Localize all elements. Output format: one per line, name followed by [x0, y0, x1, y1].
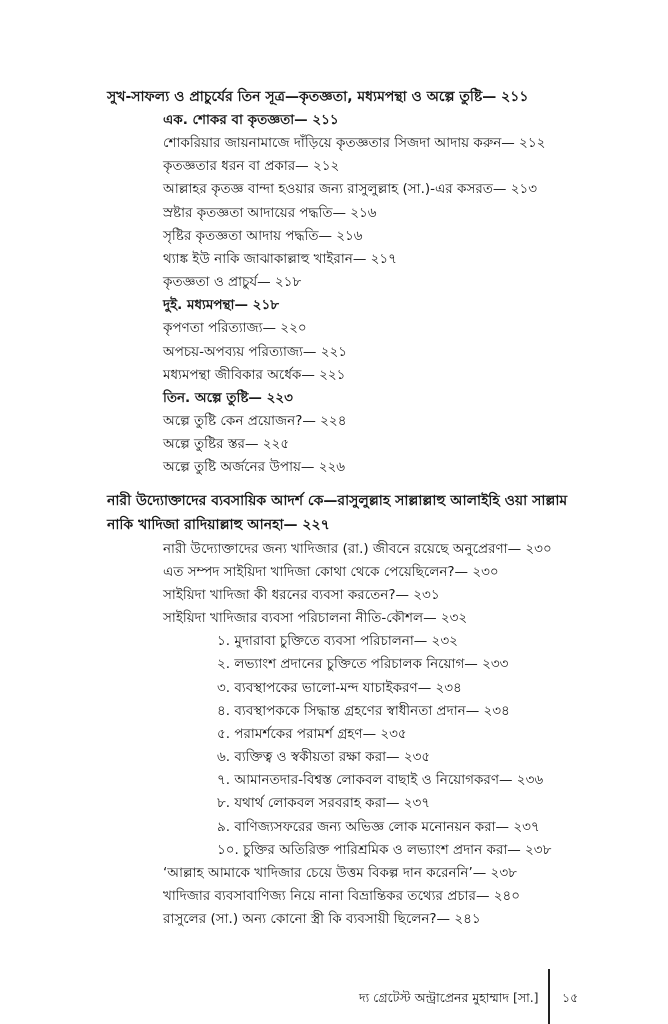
toc-entry: স্রষ্টার কৃতজ্ঞতা আদায়ের পদ্ধতি— ২১৬ — [163, 205, 377, 221]
toc-entry: অপচয়-অপব্যয় পরিত্যাজ্য— ২২১ — [163, 344, 348, 360]
toc-chapter-title-cont: নাকি খাদিজা রাদিয়াল্লাহু আনহা— ২২৭ — [107, 517, 330, 533]
toc-subentry: ৩. ব্যবস্থাপকের ভালো-মন্দ যাচাইকরণ— ২৩৪ — [217, 680, 462, 696]
running-footer-book-title: দ্য গ্রেটেস্ট অন্ট্রাপ্রেনর মুহাম্মাদ [সা.] — [359, 990, 539, 1005]
toc-subentry: ৬. ব্যক্তিত্ব ও স্বকীয়তা রক্ষা করা— ২৩৫ — [217, 749, 431, 765]
toc-subentry: ১০. চুক্তির অতিরিক্ত পারিশ্রমিক ও লভ্যাংশ প্রদান করা— ২৩৮ — [217, 842, 552, 858]
toc-subentry: ৮. যথার্থ লোকবল সরবরাহ করা— ২৩৭ — [217, 795, 431, 811]
toc-subheading: এক. শোকর বা কৃতজ্ঞতা— ২১১ — [163, 112, 339, 128]
toc-entry: রাসুলের (সা.) অন্য কোনো স্ত্রী কি ব্যবসায়ী ছিলেন?— ২৪১ — [163, 911, 481, 927]
toc-entry: খাদিজার ব্যবসাবাণিজ্য নিয়ে নানা বিভ্রান্তিকর তথ্যের প্রচার— ২৪০ — [163, 888, 521, 904]
toc-subheading: দুই. মধ্যমপন্থা— ২১৮ — [163, 297, 279, 313]
toc-entry: অল্পে তুষ্টি অর্জনের উপায়— ২২৬ — [163, 459, 346, 475]
toc-entry: সৃষ্টির কৃতজ্ঞতা আদায় পদ্ধতি— ২১৬ — [163, 228, 363, 244]
toc-subentry: ১. মুদারাবা চুক্তিতে ব্যবসা পরিচালনা— ২৩২ — [217, 633, 458, 649]
toc-entry: মধ্যমপন্থা জীবিকার অর্ধেক— ২২১ — [163, 367, 346, 383]
toc-entry: শোকরিয়ার জায়নামাজে দাঁড়িয়ে কৃতজ্ঞতার সিজদা আদায় করুন— ২১২ — [163, 135, 546, 151]
toc-entry: নারী উদ্যোক্তাদের জন্য খাদিজার (রা.) জীবনে রয়েছে অনুপ্রেরণা— ২৩০ — [163, 541, 552, 557]
toc-subentry: ৫. পরামর্শকের পরামর্শ গ্রহণ— ২৩৫ — [217, 726, 407, 742]
toc-subentry: ২. লভ্যাংশ প্রদানের চুক্তিতে পরিচালক নিয়োগ— ২৩৩ — [217, 656, 509, 672]
toc-entry: ‘আল্লাহ আমাকে খাদিজার চেয়ে উত্তম বিকল্প দান করেননি’— ২৩৮ — [163, 865, 517, 881]
toc-subentry: ৯. বাণিজ্যসফরের জন্য অভিজ্ঞ লোক মনোনয়ন করা— ২৩৭ — [217, 819, 540, 835]
toc-entry: এত সম্পদ সাইয়িদা খাদিজা কোথা থেকে পেয়েছিলেন?— ২৩০ — [163, 564, 499, 580]
toc-entry: অল্পে তুষ্টি কেন প্রয়োজন?— ২২৪ — [163, 413, 347, 429]
toc-entry: থ্যাঙ্ক ইউ নাকি জাঝাকাল্লাহু খাইরান— ২১৭ — [163, 251, 397, 267]
footer-divider — [548, 969, 550, 1024]
toc-subheading: তিন. অল্পে তুষ্টি— ২২৩ — [163, 390, 293, 406]
toc-subentry: ৭. আমানতদার-বিশ্বস্ত লোকবল বাছাই ও নিয়োগকরণ— ২৩৬ — [217, 772, 544, 788]
toc-entry: সাইয়িদা খাদিজার ব্যবসা পরিচালনা নীতি-কৌশল— ২৩২ — [163, 610, 468, 626]
toc-entry: কৃতজ্ঞতা ও প্রাচুর্য— ২১৮ — [163, 274, 302, 290]
page-number: ১৫ — [562, 990, 579, 1005]
toc-subentry: ৪. ব্যবস্থাপককে সিদ্ধান্ত গ্রহণের স্বাধীনতা প্রদান— ২৩৪ — [217, 703, 510, 719]
toc-entry: সাইয়িদা খাদিজা কী ধরনের ব্যবসা করতেন?— ২৩১ — [163, 587, 440, 603]
toc-entry: আল্লাহর কৃতজ্ঞ বান্দা হওয়ার জন্য রাসুলুল্লাহ (সা.)-এর কসরত— ২১৩ — [163, 181, 538, 197]
toc-entry: কৃপণতা পরিত্যাজ্য— ২২০ — [163, 320, 307, 336]
toc-entry: কৃতজ্ঞতার ধরন বা প্রকার— ২১২ — [163, 158, 340, 174]
toc-chapter-title: সুখ-সাফল্য ও প্রাচুর্যের তিন সূত্র—কৃতজ্ঞতা, মধ্যমপন্থা ও অল্পে তুষ্টি— ২১১ — [107, 89, 529, 105]
toc-entry: অল্পে তুষ্টির স্তর— ২২৫ — [163, 436, 290, 452]
toc-chapter-title: নারী উদ্যোক্তাদের ব্যবসায়িক আদর্শ কে—রাসুলুল্লাহ সাল্লাল্লাহু আলাইহি ওয়া সাল্লাম — [107, 493, 568, 509]
